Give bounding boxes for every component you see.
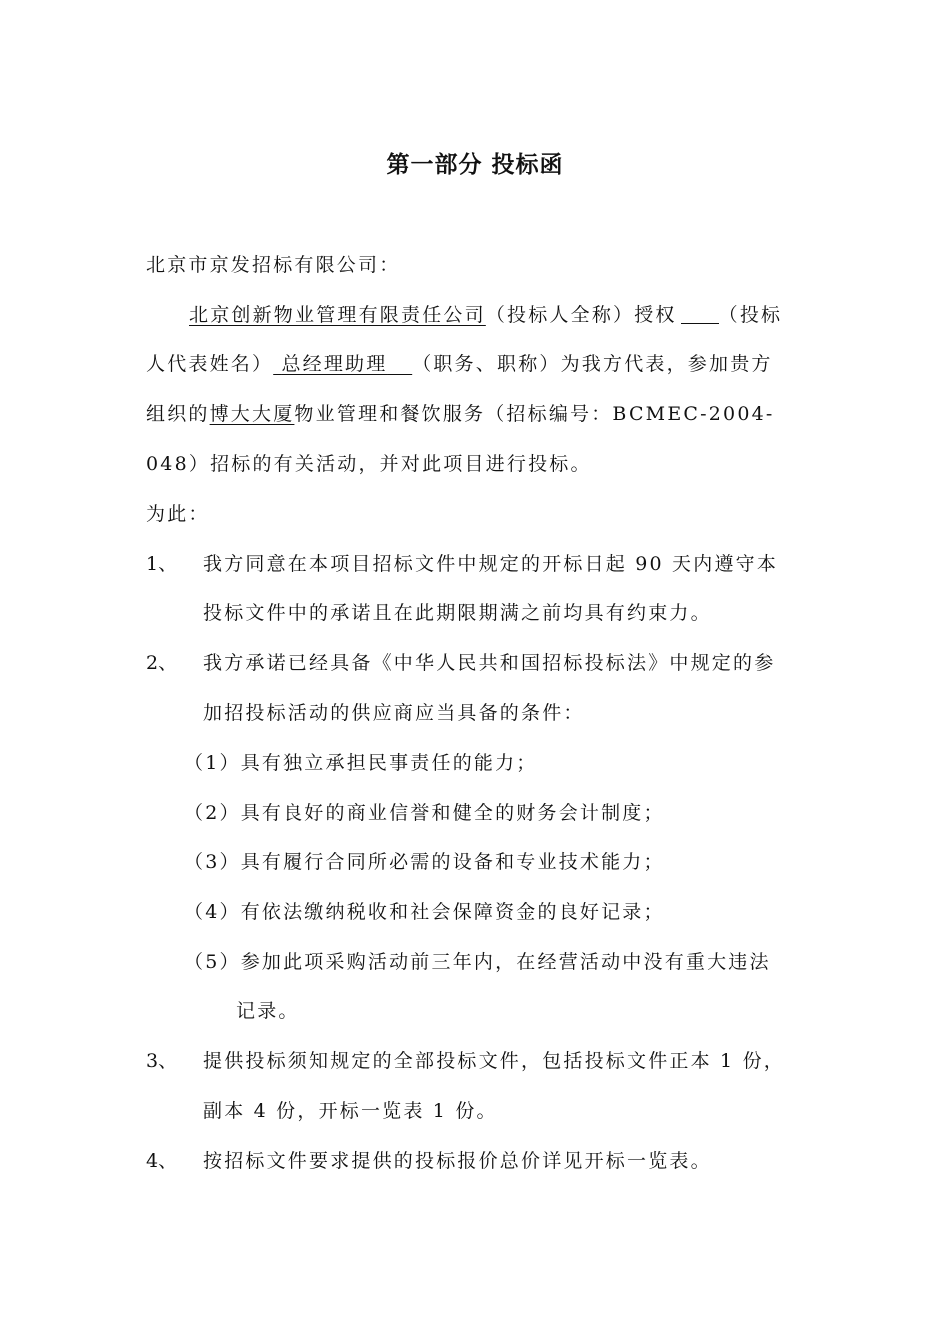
condition-item: （4）有依法缴纳税收和社会保障资金的良好记录； xyxy=(184,901,665,923)
item-number: 1、 xyxy=(146,553,178,575)
item-text-line: 我方同意在本项目招标文件中规定的开标日起 90 天内遵守本 xyxy=(203,553,779,575)
condition-item: （2）具有良好的商业信誉和健全的财务会计制度； xyxy=(184,802,665,824)
para1-text1: （投标人全称）授权 xyxy=(485,304,677,326)
para1-text5: 组织的 xyxy=(146,403,210,425)
item-text-line: 提供投标须知规定的全部投标文件，包括投标文件正本 1 份， xyxy=(203,1050,785,1072)
item-number: 4、 xyxy=(146,1150,178,1172)
item-text-line: 按招标文件要求提供的投标报价总价详见开标一览表。 xyxy=(203,1150,712,1172)
project-name: 博大大厦 xyxy=(209,403,295,425)
condition-item: （5）参加此项采购活动前三年内，在经营活动中没有重大违法 xyxy=(184,951,771,973)
addressee: 北京市京发招标有限公司： xyxy=(146,254,401,276)
for-this-heading: 为此： xyxy=(146,503,210,525)
para1-line2 xyxy=(146,350,773,378)
condition-item: （1）具有独立承担民事责任的能力； xyxy=(184,752,538,774)
item-number: 3、 xyxy=(146,1050,178,1072)
item-text-line: 投标文件中的承诺且在此期限期满之前均具有约束力。 xyxy=(203,602,712,624)
item-number: 2、 xyxy=(146,652,178,674)
representative-position-text: 总经理助理 xyxy=(281,353,388,375)
para1-line3 xyxy=(146,400,775,428)
document-title: 第一部分 投标函 xyxy=(386,151,564,178)
para1-text2: （投标 xyxy=(718,304,783,326)
item-text-line: 副本 4 份，开标一览表 1 份。 xyxy=(203,1100,498,1122)
condition-item: （3）具有履行合同所必需的设备和专业技术能力； xyxy=(184,851,665,873)
item-text-line: 我方承诺已经具备《中华人民共和国招标投标法》中规定的参 xyxy=(203,652,776,674)
para1-line4: 048）招标的有关活动，并对此项目进行投标。 xyxy=(146,453,592,475)
para1-text6: 物业管理和餐饮服务（招标编号：BCMEC-2004- xyxy=(294,403,775,425)
representative-name-blank xyxy=(681,303,719,324)
para1-line1 xyxy=(189,301,782,329)
item-text-line: 加招投标活动的供应商应当具备的条件： xyxy=(203,702,585,724)
condition-item-continuation: 记录。 xyxy=(236,1000,300,1022)
bidder-company-name: 北京创新物业管理有限责任公司 xyxy=(189,304,486,326)
para1-text3: 人代表姓名） xyxy=(146,353,274,375)
para1-text4: （职务、职称）为我方代表，参加贵方 xyxy=(412,353,773,375)
representative-position xyxy=(273,353,412,375)
